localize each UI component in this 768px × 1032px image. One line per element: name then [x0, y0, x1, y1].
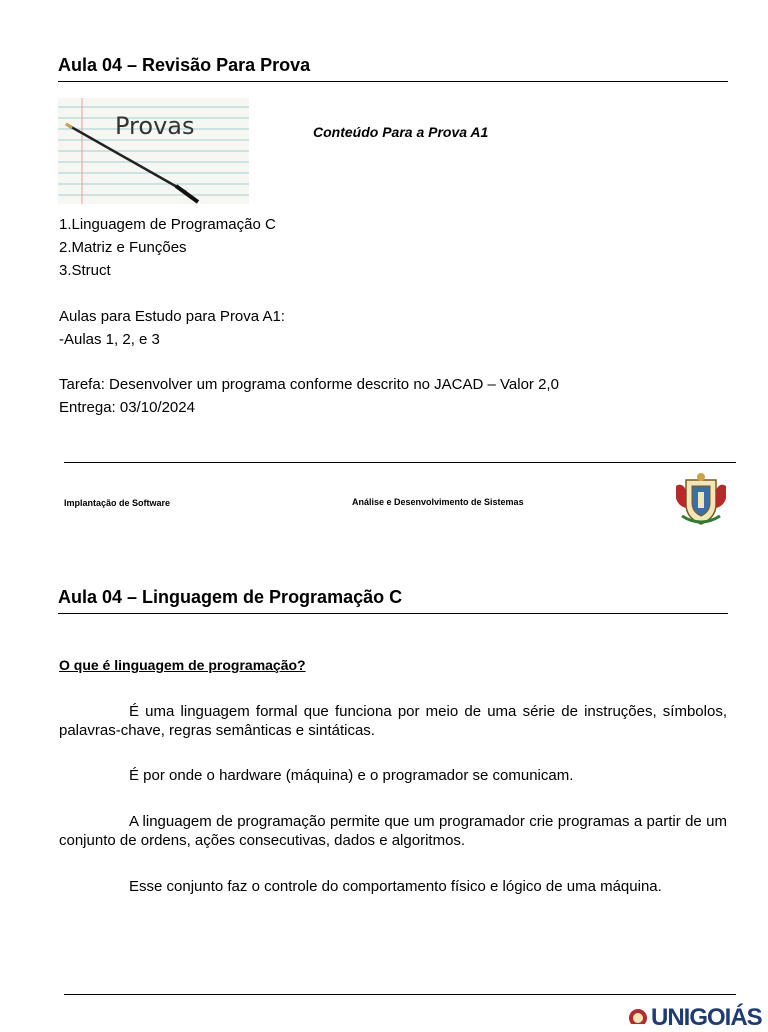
footer2-rule [64, 994, 736, 995]
paragraph-1-text: É uma linguagem formal que funciona por meio de uma série de instruções, símbolos, palavras-chave, regras semânticas e sintáticas. [59, 703, 727, 739]
crest-logo [672, 472, 730, 528]
footer1-center: Análise e Desenvolvimento de Sistemas [352, 497, 524, 507]
due-date: Entrega: 03/10/2024 [59, 399, 195, 416]
footer1-left: Implantação de Software [64, 498, 171, 508]
provas-image-word: Provas [115, 112, 195, 140]
section2-title-rule [58, 613, 728, 614]
paragraph-1 [59, 702, 727, 740]
paragraph-3 [59, 812, 727, 850]
paragraph-4 [59, 877, 727, 896]
list-item: 1.Linguagem de Programação C [59, 216, 276, 233]
section1-subtitle: Conteúdo Para a Prova A1 [313, 124, 489, 140]
paragraph-4-text: Esse conjunto faz o controle do comportamento físico e lógico de uma máquina. [129, 878, 662, 895]
provas-image [58, 98, 249, 204]
section2-title: Aula 04 – Linguagem de Programação C [58, 587, 403, 607]
section1-title-rule [58, 81, 728, 82]
task-text: Tarefa: Desenvolver um programa conforme descrito no JACAD – Valor 2,0 [59, 376, 559, 393]
unigoias-logo-text: UNIGOIÁS [651, 1004, 762, 1031]
question-heading: O que é linguagem de programação? [59, 657, 306, 673]
section1-title: Aula 04 – Revisão Para Prova [58, 55, 311, 75]
unigoias-emblem [626, 1006, 650, 1024]
footer1-rule [64, 462, 736, 463]
paragraph-2 [59, 766, 727, 785]
paragraph-3-text: A linguagem de programação permite que um programador crie programas a partir de um conjunto de ordens, ações consecutivas, dados e algoritmos. [59, 813, 727, 849]
list-item: 3.Struct [59, 262, 111, 279]
list-item: 2.Matriz e Funções [59, 239, 187, 256]
study-label: Aulas para Estudo para Prova A1: [59, 308, 285, 325]
study-value: -Aulas 1, 2, e 3 [59, 331, 160, 348]
paragraph-2-text: É por onde o hardware (máquina) e o programador se comunicam. [129, 767, 574, 784]
